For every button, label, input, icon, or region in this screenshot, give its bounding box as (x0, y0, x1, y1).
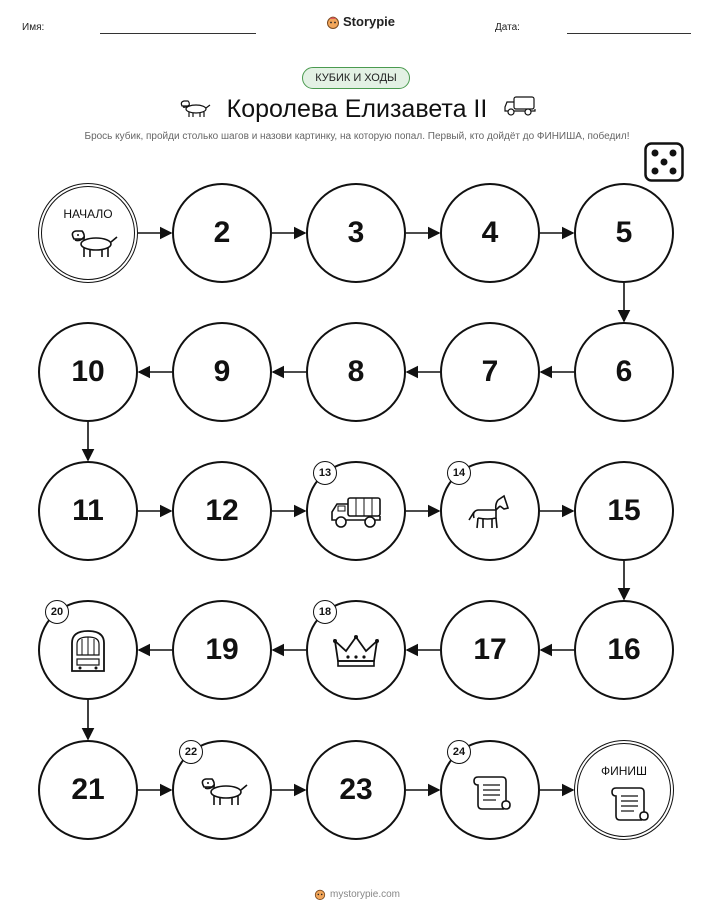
footer (0, 888, 714, 900)
picture-cell[interactable] (306, 461, 406, 561)
number-cell[interactable] (172, 183, 272, 283)
cell-number: 9 (213, 355, 231, 388)
number-cell[interactable] (306, 322, 406, 422)
finish-cell[interactable] (574, 740, 674, 840)
scroll-icon (600, 780, 656, 829)
picture-cell[interactable] (38, 600, 138, 700)
cell-number: 3 (347, 216, 365, 249)
cell-number: 10 (71, 355, 105, 388)
cell-number: 19 (205, 633, 239, 666)
number-cell[interactable] (172, 322, 272, 422)
number-cell[interactable] (574, 600, 674, 700)
cell-number-tag: 24 (447, 740, 471, 764)
cell-number: 6 (615, 355, 633, 388)
brand-name: Storypie (343, 14, 396, 29)
cell-number: 16 (607, 633, 641, 666)
page-title: Королева Елизавета II (226, 95, 488, 123)
number-cell[interactable] (440, 600, 540, 700)
dog-icon (194, 771, 250, 816)
start-label: НАЧАЛО (63, 207, 113, 221)
number-cell[interactable] (38, 322, 138, 422)
number-cell[interactable] (306, 740, 406, 840)
pie-mascot-icon (314, 888, 326, 900)
number-cell[interactable] (440, 183, 540, 283)
number-cell[interactable] (574, 322, 674, 422)
cell-number: 15 (607, 494, 641, 527)
cell-number-tag: 22 (179, 740, 203, 764)
number-cell[interactable] (38, 461, 138, 561)
instructions: Брось кубик, пройди столько шагов и назови картинку, на которую попал. Первый, кто дойдёт до ФИНИША, победил! (84, 131, 630, 142)
cell-number: 7 (481, 355, 499, 388)
cell-number: 5 (615, 216, 633, 249)
picture-cell[interactable] (172, 740, 272, 840)
scroll-icon (462, 769, 518, 818)
cell-number-tag: 20 (45, 600, 69, 624)
dog-icon (64, 223, 120, 268)
finish-label: ФИНИШ (600, 764, 648, 778)
date-label: Дата: (495, 22, 520, 33)
cell-number: 2 (213, 216, 231, 249)
cell-number-tag: 13 (313, 461, 337, 485)
number-cell[interactable] (306, 183, 406, 283)
picture-cell[interactable] (440, 461, 540, 561)
cell-number: 4 (481, 216, 499, 249)
cell-number: 21 (71, 773, 105, 806)
number-cell[interactable] (172, 461, 272, 561)
number-cell[interactable] (574, 461, 674, 561)
picture-cell[interactable] (440, 740, 540, 840)
number-cell[interactable] (172, 600, 272, 700)
number-cell[interactable] (440, 322, 540, 422)
number-cell[interactable] (38, 740, 138, 840)
cell-number: 11 (72, 494, 104, 527)
cell-number-tag: 14 (447, 461, 471, 485)
truck-icon (328, 492, 384, 537)
radio-icon (60, 627, 116, 680)
name-label: Имя: (22, 22, 45, 33)
cell-number: 17 (473, 633, 507, 666)
footer-url: mystorypie.com (329, 888, 400, 900)
cell-number: 23 (339, 773, 373, 806)
start-cell[interactable] (38, 183, 138, 283)
crown-icon (328, 631, 384, 676)
horse-icon (462, 492, 518, 537)
cell-number-tag: 18 (313, 600, 337, 624)
number-cell[interactable] (574, 183, 674, 283)
category-badge: КУБИК И ХОДЫ (302, 67, 410, 89)
cell-number: 8 (347, 355, 365, 388)
picture-cell[interactable] (306, 600, 406, 700)
cell-number: 12 (205, 494, 239, 527)
